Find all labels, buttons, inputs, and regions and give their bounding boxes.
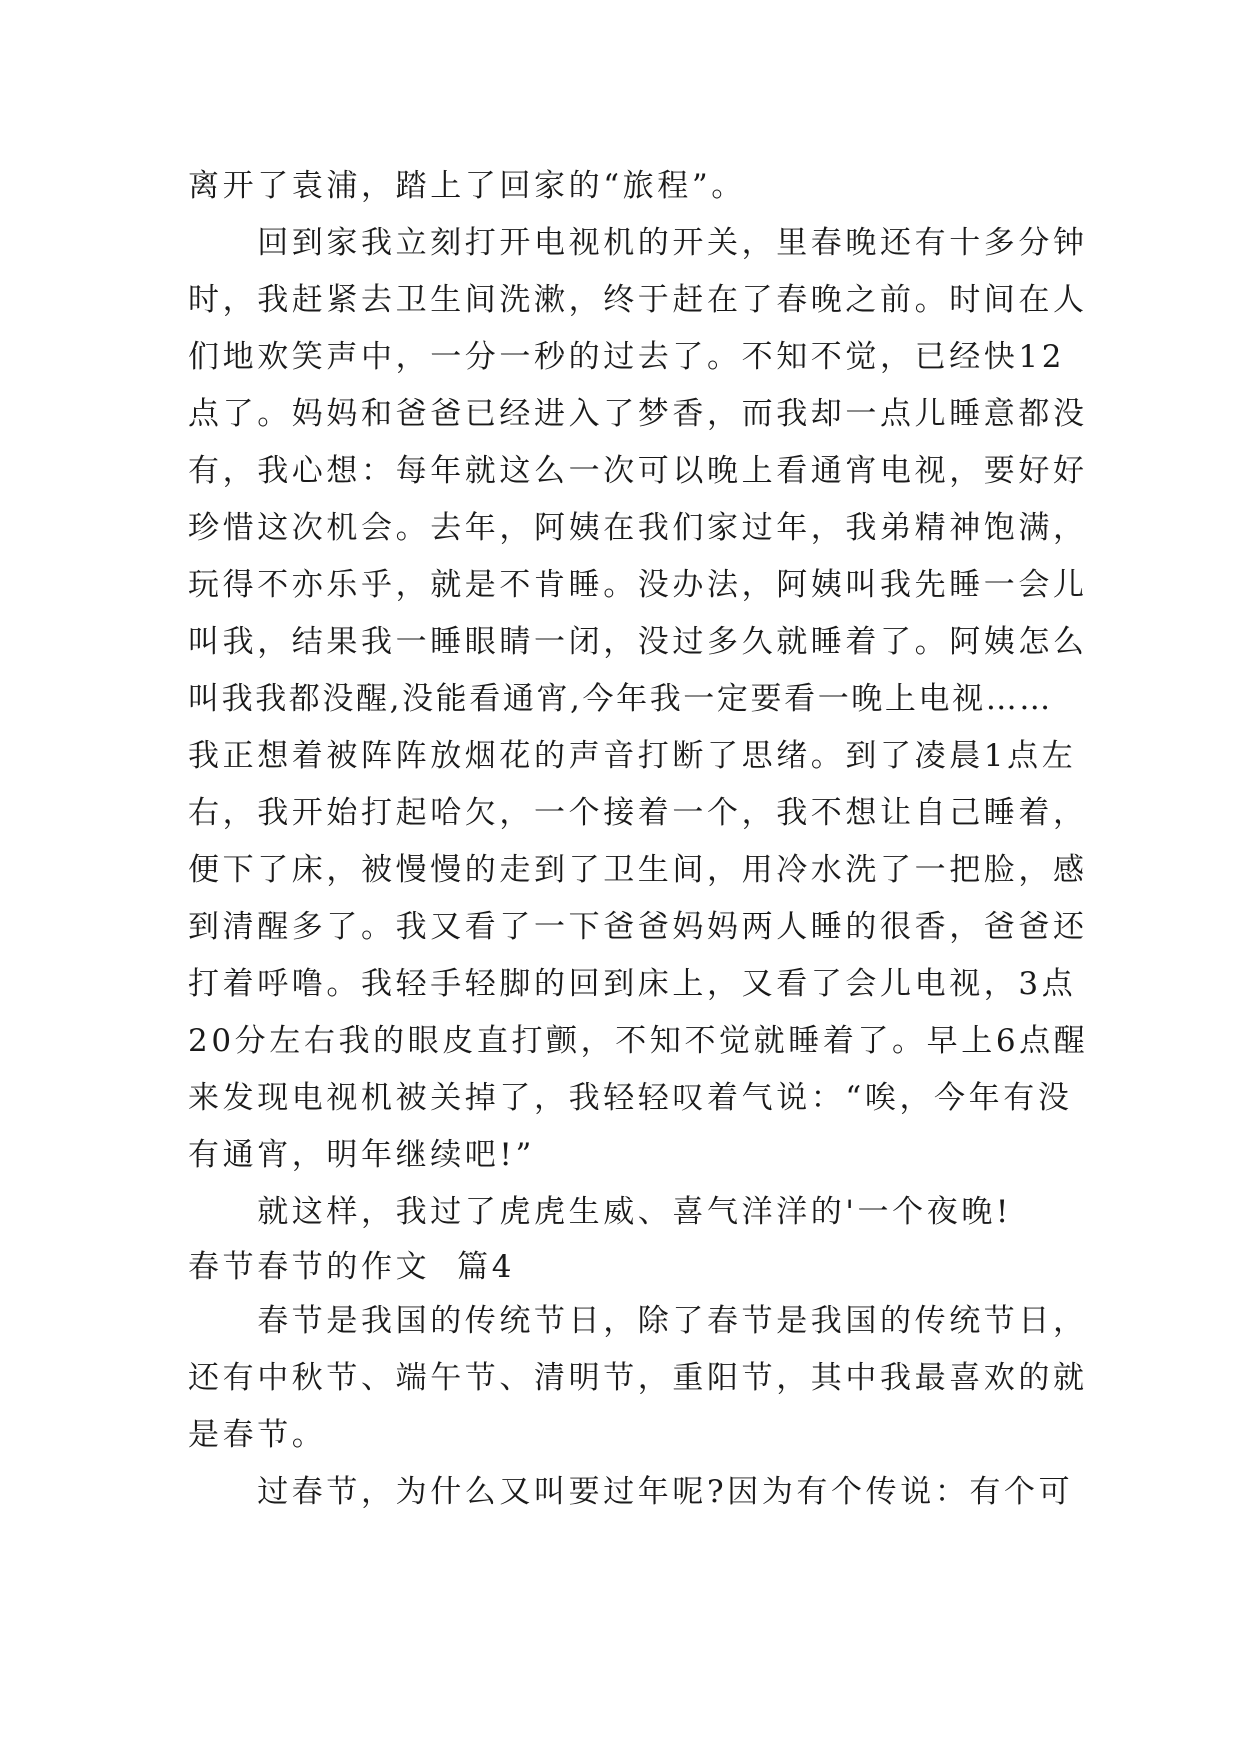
- paragraph-line: 就这样，我过了虎虎生威、喜气洋洋的'一个夜晚!: [188, 1194, 1012, 1230]
- text-line: 有通宵，明年继续吧!”: [188, 1137, 535, 1173]
- paragraph-line: 回到家我立刻打开电视机的开关，里春晚还有十多分钟: [188, 225, 1088, 261]
- section-heading: 春节春节的作文 篇4: [188, 1249, 516, 1285]
- paragraph-line: 过春节，为什么又叫要过年呢?因为有个传说：有个可: [188, 1474, 1074, 1510]
- text-line: 珍惜这次机会。去年，阿姨在我们家过年，我弟精神饱满，: [188, 510, 1088, 546]
- text-line: 是春节。: [188, 1417, 327, 1453]
- text-line: 便下了床，被慢慢的走到了卫生间，用冷水洗了一把脸，感: [188, 852, 1088, 888]
- text-line: 到清醒多了。我又看了一下爸爸妈妈两人睡的很香，爸爸还: [188, 909, 1088, 945]
- paragraph-line: 春节是我国的传统节日，除了春节是我国的传统节日，: [188, 1303, 1088, 1339]
- text-line: 们地欢笑声中，一分一秒的过去了。不知不觉，已经快12: [188, 339, 1066, 375]
- essay-body: [188, 158, 1089, 1521]
- text-line: 点了。妈妈和爸爸已经进入了梦香，而我却一点儿睡意都没: [188, 396, 1088, 432]
- text-line: 时，我赶紧去卫生间洗漱，终于赶在了春晚之前。时间在人: [188, 282, 1088, 318]
- text-line: 还有中秋节、端午节、清明节，重阳节，其中我最喜欢的就: [188, 1360, 1088, 1396]
- text-line: 有，我心想：每年就这么一次可以晚上看通宵电视，要好好: [188, 453, 1088, 489]
- text-line: 我正想着被阵阵放烟花的声音打断了思绪。到了凌晨1点左: [188, 738, 1077, 774]
- text-line: 20分左右我的眼皮直打颤，不知不觉就睡着了。早上6点醒: [188, 1023, 1089, 1059]
- text-line: 打着呼噜。我轻手轻脚的回到床上，又看了会儿电视，3点: [188, 966, 1077, 1002]
- text-line: 玩得不亦乐乎，就是不肯睡。没办法，阿姨叫我先睡一会儿: [188, 567, 1088, 603]
- text-line: 叫我，结果我一睡眼睛一闭，没过多久就睡着了。阿姨怎么: [188, 624, 1088, 660]
- text-line: 右，我开始打起哈欠，一个接着一个，我不想让自己睡着，: [188, 795, 1088, 831]
- text-line: 来发现电视机被关掉了，我轻轻叹着气说：“唉，今年有没: [188, 1080, 1073, 1116]
- text-line: 离开了袁浦，踏上了回家的“旅程”。: [188, 168, 746, 204]
- text-line: 叫我我都没醒,没能看通宵,今年我一定要看一晚上电视……: [188, 681, 1053, 717]
